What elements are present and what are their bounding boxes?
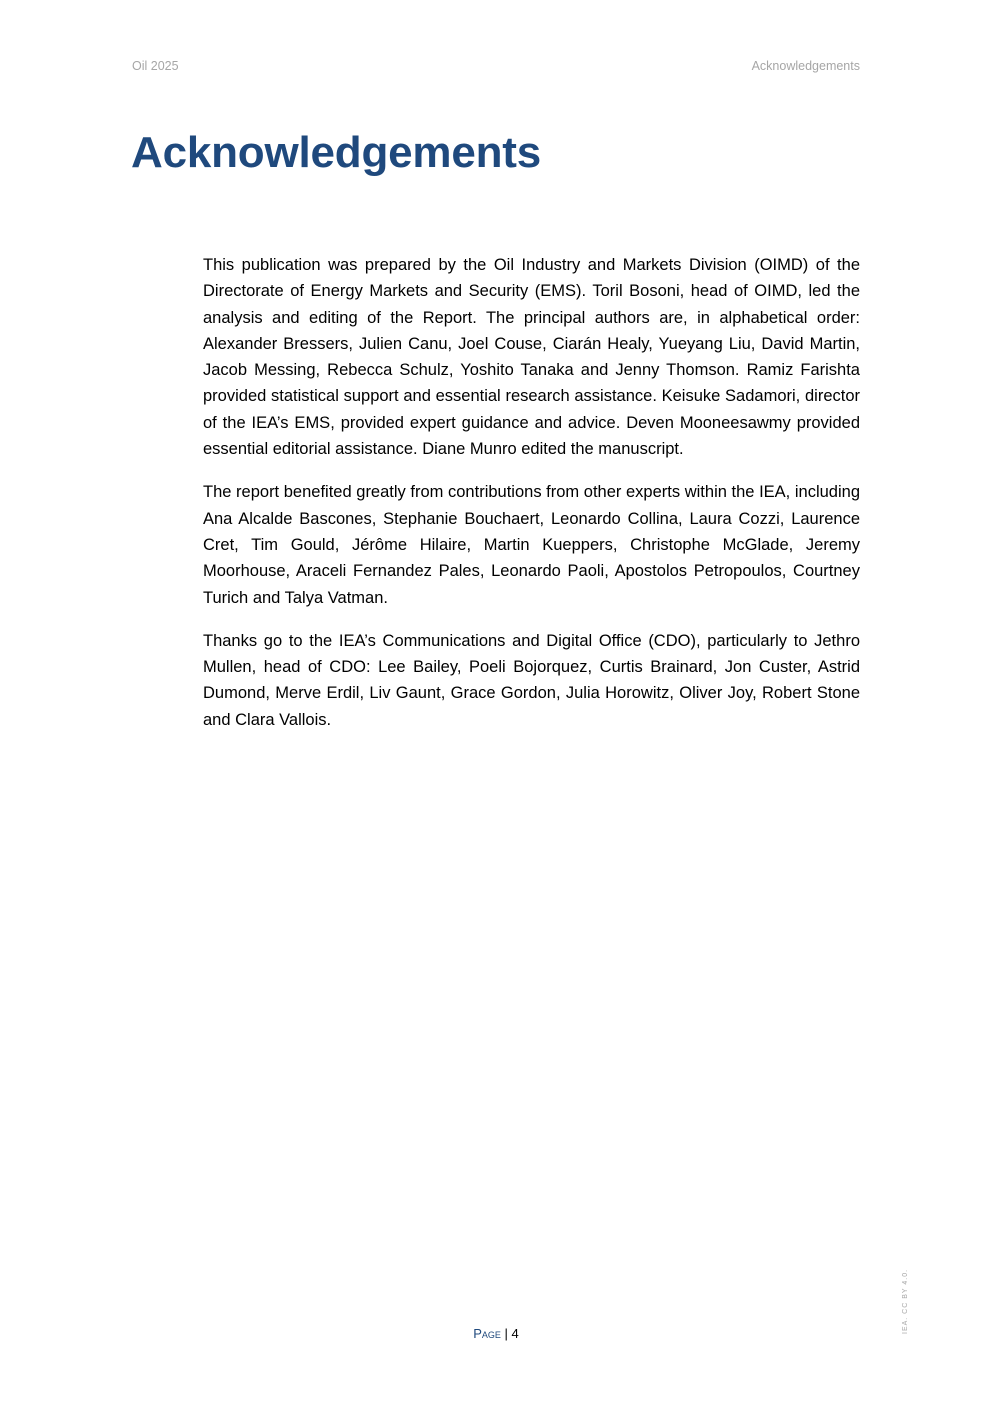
license-mark: IEA. CC BY 4.0. [902, 1268, 909, 1334]
acknowledgements-body [203, 252, 860, 750]
running-header-section-title: Acknowledgements [751, 59, 860, 73]
page-number-footer [0, 1326, 992, 1341]
paragraph-authors: This publication was prepared by the Oil Industry and Markets Division (OIMD) of the Directorate of Energy Markets and Security (EMS). Toril Bosoni, head of OIMD, led the analysis and editing of the Report. The principal authors are, in alphabetical order: Alexander Bressers, Julien Canu, Joel Couse, Ciarán Healy, Yueyang Liu, David Martin, Jacob Messing, Rebecca Schulz, Yoshito Tanaka and Jenny Thomson. Ramiz Farishta provided statistical support and essential research assistance. Keisuke Sadamori, director of the IEA’s EMS, provided expert guidance and advice. Deven Mooneesawmy provided essential editorial assistance. Diane Munro edited the manuscript. [203, 256, 860, 459]
page-title: Acknowledgements [131, 128, 542, 177]
paragraph-contributors: The report benefited greatly from contributions from other experts within the IEA, including Ana Alcalde Bascones, Stephanie Bouchaert, Leonardo Collina, Laura Cozzi, Laurence Cret, Tim Gould, Jérôme Hilaire, Martin Kueppers, Christophe McGlade, Jeremy Moorhouse, Araceli Fernandez Pales, Leonardo Paoli, Apostolos Petropoulos, Courtney Turich and Talya Vatman. [203, 483, 860, 607]
running-header-report-title: Oil 2025 [132, 59, 179, 73]
paragraph-communications: Thanks go to the IEA’s Communications and Digital Office (CDO), particularly to Jethro Mullen, head of CDO: Lee Bailey, Poeli Bojorquez, Curtis Brainard, Jon Custer, Astrid Dumond, Merve Erdil, Liv Gaunt, Grace Gordon, Julia Horowitz, Oliver Joy, Robert Stone and Clara Vallois. [203, 631, 860, 729]
page-number: 4 [511, 1326, 519, 1341]
page-separator: | [500, 1326, 512, 1341]
page-label: Page [473, 1326, 501, 1341]
